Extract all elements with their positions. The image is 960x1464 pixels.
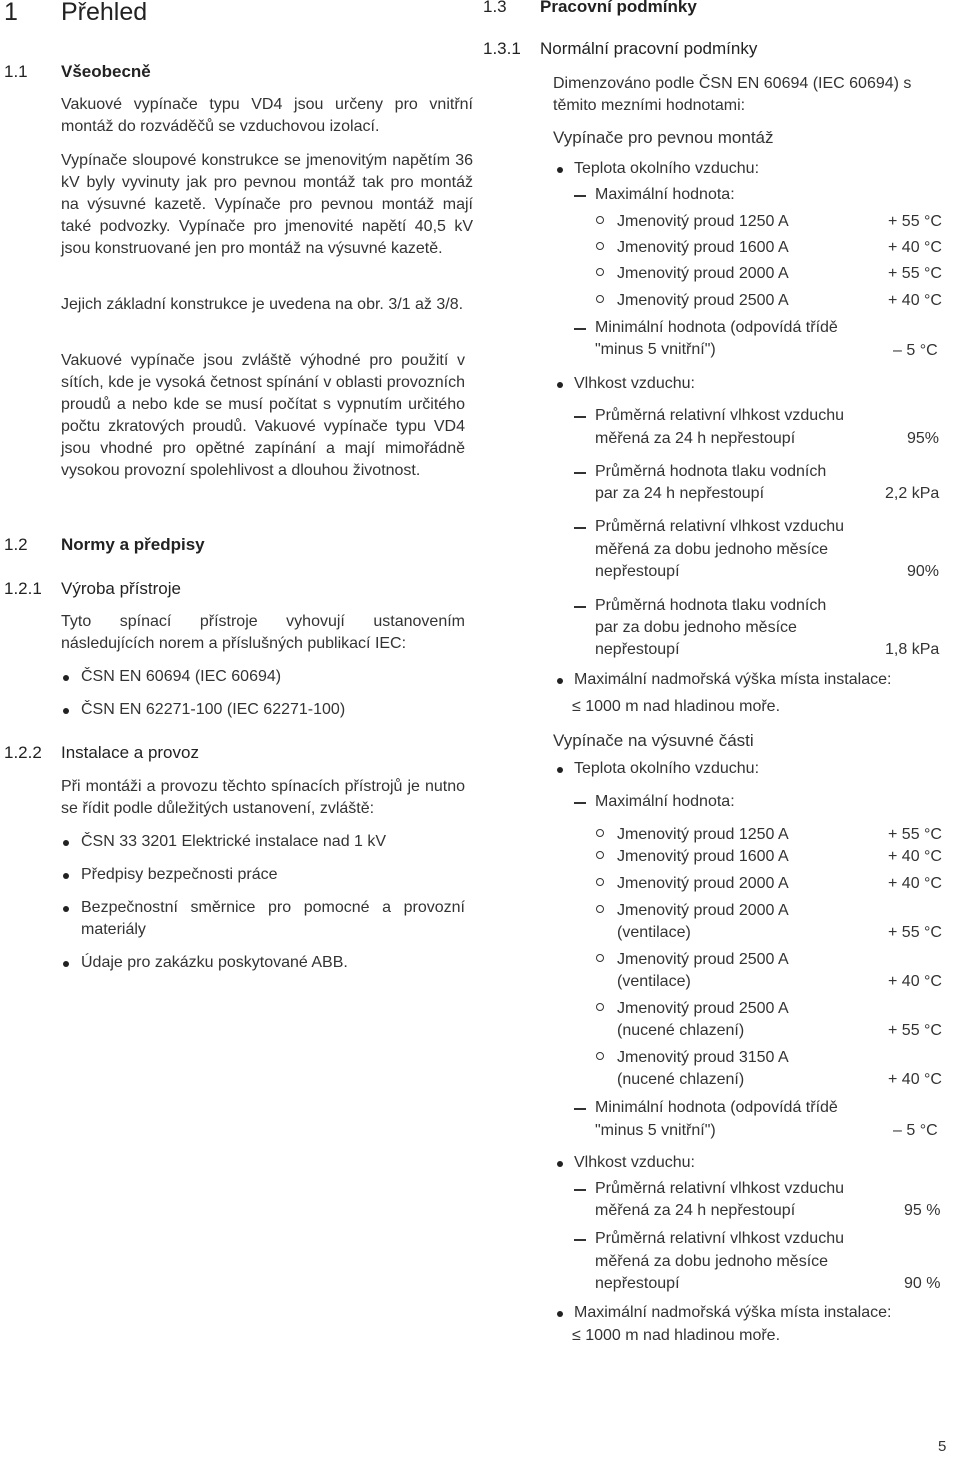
row-label: Jmenovitý proud 1600 A bbox=[617, 848, 789, 865]
row-value: + 55 °C bbox=[888, 1022, 942, 1039]
section-number: 1.1 bbox=[4, 62, 28, 81]
row-value: + 55 °C bbox=[888, 826, 942, 843]
paragraph: Vakuové vypínače jsou zvláště výhodné pro použití v sítích, kde je vysoká četnost spínání v oblasti provozních proudů a nebo kde se musí počítat s vypnutím určitého počtu zkratových proudů. Vakuové vypínače typu VD4 jsou vhodné pro opětné zapínání a mají mimořádně vysokou provozní spolehlivost a dlouhou životnost. bbox=[61, 352, 465, 479]
section-heading-1-3 bbox=[483, 0, 953, 17]
list-item: par za dobu jednoho měsíce bbox=[595, 619, 797, 636]
section-title: Pracovní podmínky bbox=[540, 0, 697, 16]
list-item: ≤ 1000 m nad hladinou moře. bbox=[572, 1327, 781, 1344]
list-item: ČSN EN 60694 (IEC 60694) bbox=[81, 668, 282, 685]
bullet-icon bbox=[63, 708, 69, 714]
dash-icon bbox=[574, 416, 586, 418]
bullet-icon bbox=[63, 840, 69, 846]
subsection-heading-1-2-2 bbox=[4, 743, 474, 763]
dash-icon bbox=[574, 1189, 586, 1191]
paragraph: Vypínače sloupové konstrukce se jmenovitým napětím 36 kV byly vyvinuty jak pro pevnou montáž tak pro montáž na výsuvné kazetě. Vypínače pro pevnou montáž mají také podvozky. Vypínače pro jmenovité napětí 40,5 kV jsou konstruované jen pro montáž na výsuvné kazetě. bbox=[61, 152, 473, 257]
bullet-icon bbox=[63, 873, 69, 879]
list-item: ČSN EN 62271-100 (IEC 62271-100) bbox=[81, 701, 346, 718]
row-label: (nucené chlazení) bbox=[617, 1071, 745, 1088]
list-item: Průměrná relativní vlhkost vzduchu bbox=[595, 1230, 844, 1247]
list-item: Teplota okolního vzduchu: bbox=[574, 160, 760, 177]
row-label: Jmenovitý proud 2500 A bbox=[617, 1000, 789, 1017]
bullet-icon bbox=[557, 382, 563, 388]
circle-bullet-icon bbox=[596, 1003, 604, 1011]
circle-bullet-icon bbox=[596, 878, 604, 886]
row-value: 90 % bbox=[904, 1275, 941, 1292]
subsection-heading-1-2-1 bbox=[4, 579, 474, 599]
row-value: + 40 °C bbox=[888, 1071, 942, 1088]
dash-icon bbox=[574, 328, 586, 330]
list-item: par za 24 h nepřestoupí bbox=[595, 485, 765, 502]
list-item: Průměrná hodnota tlaku vodních bbox=[595, 597, 827, 614]
list-item: ≤ 1000 m nad hladinou moře. bbox=[572, 698, 781, 715]
list-item: Průměrná relativní vlhkost vzduchu bbox=[595, 1180, 844, 1197]
row-label: (ventilace) bbox=[617, 924, 691, 941]
subsection-title: Výroba přístroje bbox=[61, 579, 181, 598]
bullet-icon bbox=[557, 767, 563, 773]
bullet-icon bbox=[557, 1161, 563, 1167]
list-item: Teplota okolního vzduchu: bbox=[574, 760, 760, 777]
subsection-number: 1.2.2 bbox=[4, 743, 42, 762]
paragraph: Vakuové vypínače typu VD4 jsou určeny pro vnitřní montáž do rozváděčů se vzduchovou izolací. bbox=[61, 96, 473, 135]
list-item: nepřestoupí bbox=[595, 1275, 680, 1292]
bullet-icon bbox=[557, 678, 563, 684]
list-item: nepřestoupí bbox=[595, 641, 680, 658]
list-item: "minus 5 vnitřní") bbox=[595, 341, 716, 358]
list-item: měřená za 24 h nepřestoupí bbox=[595, 1202, 796, 1219]
row-value: + 55 °C bbox=[888, 213, 942, 230]
circle-bullet-icon bbox=[596, 829, 604, 837]
bullet-icon bbox=[557, 167, 563, 173]
chapter-number: 1 bbox=[4, 0, 18, 26]
row-value: 2,2 kPa bbox=[885, 485, 940, 502]
list-item: Maximální nadmořská výška místa instalace: bbox=[574, 1304, 892, 1321]
bullet-icon bbox=[557, 1311, 563, 1317]
subsection-heading-1-3-1 bbox=[483, 39, 953, 59]
row-value: + 40 °C bbox=[888, 848, 942, 865]
list-item: měřená za 24 h nepřestoupí bbox=[595, 430, 796, 447]
row-label: (nucené chlazení) bbox=[617, 1022, 745, 1039]
fixed-heading: Vypínače pro pevnou montáž bbox=[553, 128, 774, 147]
row-label: Jmenovitý proud 3150 A bbox=[617, 1049, 789, 1066]
paragraph: Dimenzováno podle ČSN EN 60694 (IEC 60694) s těmito mezními hodnotami: bbox=[553, 75, 912, 114]
list-item: měřená za dobu jednoho měsíce bbox=[595, 1253, 829, 1270]
circle-bullet-icon bbox=[596, 954, 604, 962]
row-label: Jmenovitý proud 1250 A bbox=[617, 826, 789, 843]
row-label: Jmenovitý proud 2500 A bbox=[617, 292, 789, 309]
row-value: 1,8 kPa bbox=[885, 641, 940, 658]
row-value: + 55 °C bbox=[888, 924, 942, 941]
list-item: Údaje pro zakázku poskytované ABB. bbox=[81, 954, 348, 971]
circle-bullet-icon bbox=[596, 268, 604, 276]
section-title: Všeobecně bbox=[61, 62, 151, 81]
dash-icon bbox=[574, 527, 586, 529]
chapter-title: Přehled bbox=[61, 0, 148, 26]
list-item: Maximální nadmořská výška místa instalace: bbox=[574, 671, 892, 688]
section-number: 1.2 bbox=[4, 535, 28, 554]
list-item: "minus 5 vnitřní") bbox=[595, 1122, 716, 1139]
list-item: Průměrná hodnota tlaku vodních bbox=[595, 463, 827, 480]
row-value: + 40 °C bbox=[888, 239, 942, 256]
list-item: Maximální hodnota: bbox=[595, 186, 735, 203]
row-value: + 55 °C bbox=[888, 265, 942, 282]
row-label: Jmenovitý proud 2000 A bbox=[617, 265, 789, 282]
section-heading-1-2 bbox=[4, 535, 474, 555]
list-item: nepřestoupí bbox=[595, 563, 680, 580]
list-item: Bezpečnostní směrnice pro pomocné a provozní materiály bbox=[81, 899, 465, 938]
circle-bullet-icon bbox=[596, 905, 604, 913]
list-item: měřená za dobu jednoho měsíce bbox=[595, 541, 829, 558]
dash-icon bbox=[574, 195, 586, 197]
bullet-icon bbox=[63, 906, 69, 912]
dash-icon bbox=[574, 1239, 586, 1241]
paragraph: Tyto spínací přístroje vyhovují ustanovením následujících norem a příslušných publikací IEC: bbox=[61, 613, 465, 652]
withdrawable-heading: Vypínače na výsuvné části bbox=[553, 731, 754, 750]
circle-bullet-icon bbox=[596, 1052, 604, 1060]
subsection-title: Normální pracovní podmínky bbox=[540, 39, 758, 58]
list-item: Minimální hodnota (odpovídá třídě bbox=[595, 1099, 838, 1116]
subsection-number: 1.2.1 bbox=[4, 579, 42, 598]
subsection-title: Instalace a provoz bbox=[61, 743, 199, 762]
paragraph: Jejich základní konstrukce je uvedena na obr. 3/1 až 3/8. bbox=[61, 296, 464, 313]
dash-icon bbox=[574, 1108, 586, 1110]
row-label: Jmenovitý proud 2000 A bbox=[617, 902, 789, 919]
list-item: Předpisy bezpečnosti práce bbox=[81, 866, 278, 883]
section-heading-1-1 bbox=[4, 62, 474, 82]
page-number: 5 bbox=[938, 1438, 947, 1455]
row-value: – 5 °C bbox=[893, 1122, 938, 1139]
row-value: 95 % bbox=[904, 1202, 941, 1219]
circle-bullet-icon bbox=[596, 216, 604, 224]
dash-icon bbox=[574, 606, 586, 608]
row-label: Jmenovitý proud 2000 A bbox=[617, 875, 789, 892]
row-label: Jmenovitý proud 1250 A bbox=[617, 213, 789, 230]
list-item: Průměrná relativní vlhkost vzduchu bbox=[595, 407, 844, 424]
subsection-number: 1.3.1 bbox=[483, 39, 521, 58]
dash-icon bbox=[574, 472, 586, 474]
section-number: 1.3 bbox=[483, 0, 507, 16]
circle-bullet-icon bbox=[596, 851, 604, 859]
dash-icon bbox=[574, 802, 586, 804]
row-label: (ventilace) bbox=[617, 973, 691, 990]
list-item: Minimální hodnota (odpovídá třídě bbox=[595, 319, 838, 336]
list-item: Vlhkost vzduchu: bbox=[574, 375, 695, 392]
chapter-heading bbox=[4, 0, 148, 27]
paragraph: Při montáži a provozu těchto spínacích přístrojů je nutno se řídit podle důležitých ustanovení, zvláště: bbox=[61, 778, 465, 817]
list-item: Vlhkost vzduchu: bbox=[574, 1154, 695, 1171]
bullet-icon bbox=[63, 675, 69, 681]
row-value: 95% bbox=[907, 430, 940, 447]
row-value: + 40 °C bbox=[888, 875, 942, 892]
circle-bullet-icon bbox=[596, 295, 604, 303]
circle-bullet-icon bbox=[596, 242, 604, 250]
row-label: Jmenovitý proud 2500 A bbox=[617, 951, 789, 968]
row-value: 90% bbox=[907, 563, 940, 580]
row-value: + 40 °C bbox=[888, 292, 942, 309]
list-item: ČSN 33 3201 Elektrické instalace nad 1 kV bbox=[81, 833, 387, 850]
list-item: Průměrná relativní vlhkost vzduchu bbox=[595, 518, 844, 535]
bullet-icon bbox=[63, 961, 69, 967]
row-value: – 5 °C bbox=[893, 342, 938, 359]
row-label: Jmenovitý proud 1600 A bbox=[617, 239, 789, 256]
section-title: Normy a předpisy bbox=[61, 535, 205, 554]
list-item: Maximální hodnota: bbox=[595, 793, 735, 810]
row-value: + 40 °C bbox=[888, 973, 942, 990]
